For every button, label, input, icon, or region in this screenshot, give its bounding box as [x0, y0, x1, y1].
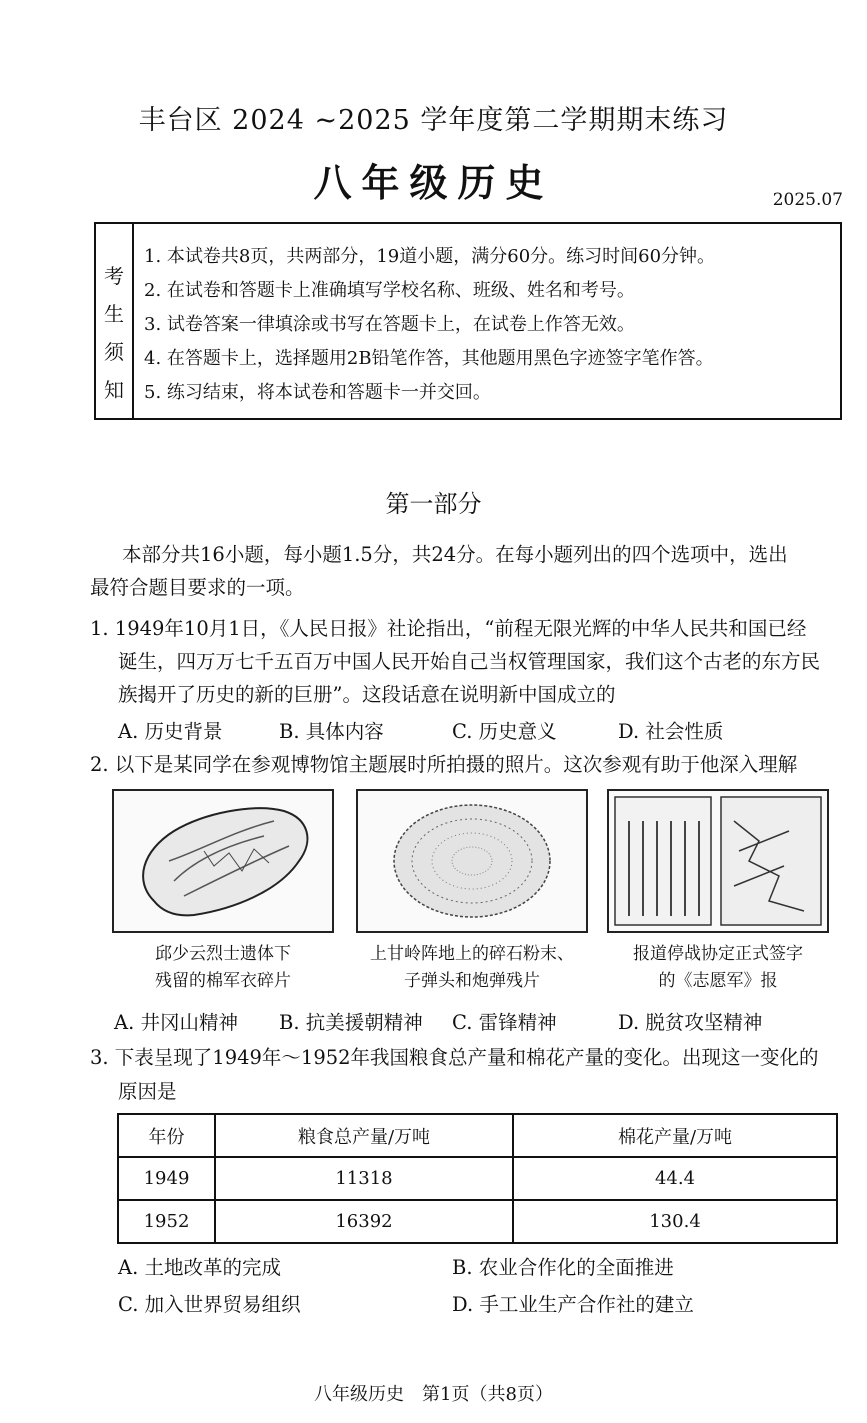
question-1-text: 1. 1949年10月1日，《人民日报》社论指出，“前程无限光辉的中华人民共和国已经 [90, 617, 807, 640]
question-3-text: 3. 下表呈现了1949年～1952年我国粮食总产量和棉花产量的变化。出现这一变化的 [90, 1046, 819, 1069]
photo-uniform-fragment [112, 789, 334, 933]
notice-label-char: 考 [104, 264, 124, 288]
photo-battlefield-debris [356, 789, 588, 933]
table-header-row [118, 1114, 837, 1157]
notice-box [94, 222, 842, 420]
q1-option-b: B. 具体内容 [279, 720, 384, 743]
exam-title: 丰台区 2024 ~2025 学年度第二学期期末练习 [138, 105, 729, 136]
q1-option-a: A. 历史背景 [118, 720, 223, 743]
notice-item: 2. 在试卷和答题卡上准确填写学校名称、班级、姓名和考号。 [144, 280, 635, 301]
production-table [117, 1113, 838, 1244]
photo-caption-3: 报道停战协定正式签字 的《志愿军》报 [633, 944, 803, 991]
table-header: 棉花产量/万吨 [513, 1114, 837, 1157]
section-intro: 最符合题目要求的一项。 [90, 576, 305, 599]
question-1-text: 族揭开了历史的新的巨册”。这段话意在说明新中国成立的 [118, 683, 616, 706]
notice-label [96, 224, 134, 418]
q2-option-d: D. 脱贫攻坚精神 [618, 1011, 763, 1034]
section-intro: 本部分共16小题，每小题1.5分，共24分。在每小题列出的四个选项中，选出 [122, 543, 788, 566]
notice-label-char: 生 [104, 302, 124, 326]
question-2-text: 2. 以下是某同学在参观博物馆主题展时所拍摄的照片。这次参观有助于他深入理解 [90, 753, 798, 776]
table-cell: 16392 [215, 1200, 513, 1243]
table-header: 粮食总产量/万吨 [215, 1114, 513, 1157]
photo-caption-1: 邱少云烈士遗体下 残留的棉军衣碎片 [155, 944, 291, 991]
q3-option-b: B. 农业合作化的全面推进 [452, 1256, 674, 1279]
q1-option-d: D. 社会性质 [618, 720, 724, 743]
table-cell: 130.4 [513, 1200, 837, 1243]
subject-title: 八年级历史 [313, 160, 554, 205]
question-1-text: 诞生，四万万七千五百万中国人民开始自己当权管理国家，我们这个古老的东方民 [118, 650, 821, 673]
section-title: 第一部分 [385, 490, 482, 518]
table-row [118, 1157, 837, 1200]
q2-option-c: C. 雷锋精神 [452, 1011, 557, 1034]
table-row [118, 1200, 837, 1243]
question-3-text: 原因是 [118, 1080, 177, 1103]
q3-option-a: A. 土地改革的完成 [118, 1256, 281, 1279]
notice-label-char: 知 [104, 378, 124, 402]
notice-item: 3. 试卷答案一律填涂或书写在答题卡上，在试卷上作答无效。 [144, 314, 635, 335]
q2-option-a: A. 井冈山精神 [114, 1011, 238, 1034]
page-footer: 八年级历史 第1页（共8页） [314, 1384, 553, 1405]
notice-item: 1. 本试卷共8页，共两部分，19道小题，满分60分。练习时间60分钟。 [144, 246, 716, 267]
notice-items [144, 240, 834, 410]
notice-label-char: 须 [104, 340, 124, 364]
notice-item: 4. 在答题卡上，选择题用2B铅笔作答，其他题用黑色字迹签字笔作答。 [144, 348, 714, 369]
table-cell: 1952 [118, 1200, 215, 1243]
q3-option-c: C. 加入世界贸易组织 [118, 1293, 301, 1316]
table-cell: 1949 [118, 1157, 215, 1200]
q1-option-c: C. 历史意义 [452, 720, 557, 743]
photo-volunteer-newspaper [607, 789, 829, 933]
notice-item: 5. 练习结束，将本试卷和答题卡一并交回。 [144, 382, 491, 403]
table-header: 年份 [118, 1114, 215, 1157]
table-cell: 44.4 [513, 1157, 837, 1200]
photo-caption-2: 上甘岭阵地上的碎石粉末、 子弹头和炮弹残片 [370, 944, 574, 991]
q2-option-b: B. 抗美援朝精神 [279, 1011, 423, 1034]
q3-option-d: D. 手工业生产合作社的建立 [452, 1293, 694, 1316]
exam-date: 2025.07 [772, 190, 843, 210]
table-cell: 11318 [215, 1157, 513, 1200]
